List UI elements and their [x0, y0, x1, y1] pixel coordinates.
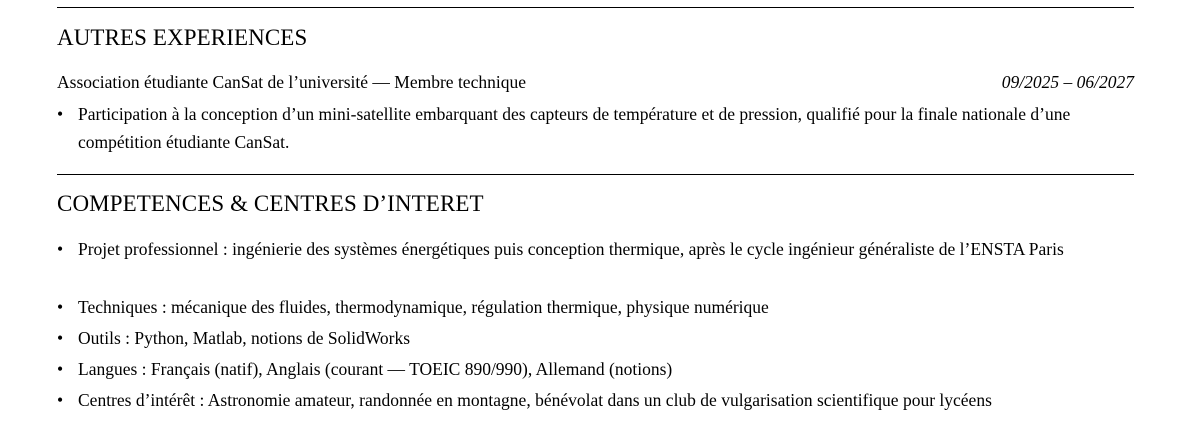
list-item: • Langues : Français (natif), Anglais (courant — TOEIC 890/990), Allemand (notions): [57, 355, 1134, 386]
experience-organization: Association étudiante CanSat de l’université — Membre technique: [57, 72, 526, 92]
section-title-autres-experiences: AUTRES EXPERIENCES: [57, 25, 308, 50]
bullet-icon: •: [57, 328, 64, 348]
list-item: • Centres d’intérêt : Astronomie amateur, randonnée en montagne, bénévolat dans un club de vulgarisation scientifique pour lycéens: [57, 386, 1134, 414]
bullet-icon: •: [57, 239, 64, 259]
section-divider: [57, 174, 1134, 175]
bullet-icon: •: [57, 104, 64, 124]
experience-entry-header: [57, 71, 1134, 93]
section-title-competences: COMPETENCES & CENTRES D’INTERET: [57, 191, 484, 216]
skills-bullet-list: [57, 235, 1134, 414]
bullet-icon: •: [57, 297, 64, 317]
list-item: • Techniques : mécanique des fluides, thermodynamique, régulation thermique, physique numérique: [57, 293, 1134, 324]
experience-bullet-list: [57, 100, 1117, 156]
list-item: • Projet professionnel : ingénierie des systèmes énergétiques puis conception thermique, après le cycle ingénieur généraliste de l’ENSTA Paris: [57, 235, 1134, 293]
section-divider: [57, 7, 1134, 8]
list-item: • Outils : Python, Matlab, notions de SolidWorks: [57, 324, 1134, 355]
experience-dates: 09/2025 – 06/2027: [1001, 72, 1134, 92]
list-item: • Participation à la conception d’un mini-satellite embarquant des capteurs de température et de pression, qualifié pour la finale nationale d’une compétition étudiante CanSat.: [57, 100, 1117, 156]
bullet-icon: •: [57, 359, 64, 379]
bullet-icon: •: [57, 390, 64, 410]
